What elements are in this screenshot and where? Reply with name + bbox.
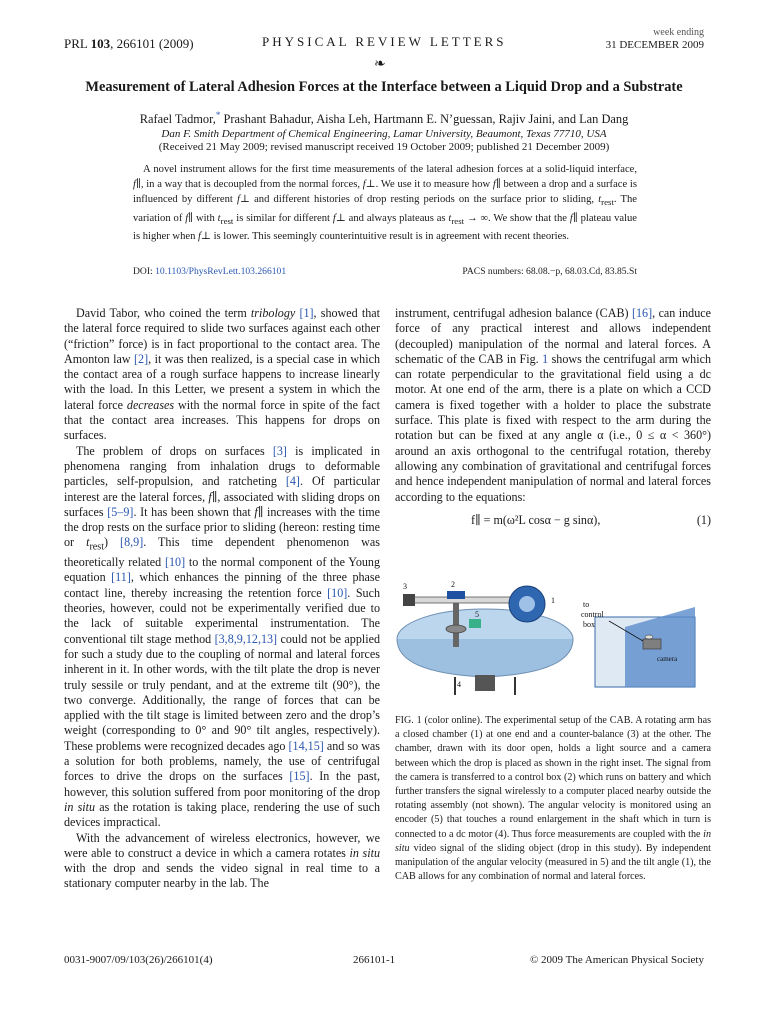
shaft-enlargement <box>446 625 466 633</box>
shaft <box>453 602 459 647</box>
affiliation: Dan F. Smith Department of Chemical Engineering, Lamar University, Beaumont, Texas 77710, USA <box>161 128 607 140</box>
label-4: 4 <box>457 680 461 689</box>
equation-1 <box>395 513 711 528</box>
label-2: 2 <box>451 580 455 589</box>
paragraph: David Tabor, who coined the term tribology [1], showed that the lateral force required to slide two surfaces against each other (“friction” force) is in fact proportional to the contact area. The Amonton law [2], it was then realized, is a special case in which the contact area of a rough surface happens to increase linearly with the load. In this Letter, we present a system in which the lateral force decreases with the normal force in spite of the fact that the contact area increases. This happens for drops on surfaces. <box>64 306 380 443</box>
abstract: A novel instrument allows for the first time measurements of the lateral adhesion forces at a solid-liquid interface, f∥, in a way that is decoupled from the normal forces, f⊥. We use it to measure how f∥ between a drop and a surface is influenced by different f⊥ and different histories of drop resting periods on the surface prior to sliding, $t_{rest}$. The variation of f∥ with $t_{rest}$ is similar for different f⊥ and always plateaus as $t_{rest}$ → ∞. We show that the f∥ plateau value is higher when f⊥ is lower. This seemingly counterintuitive result is in agreement with recent theories. <box>133 164 638 243</box>
label-box: box <box>583 620 595 629</box>
footer-copyright: © 2009 The American Physical Society <box>529 954 704 966</box>
journal-logo-icon: ❧ <box>374 57 386 72</box>
chamber-window <box>519 596 535 612</box>
label-5: 5 <box>475 610 479 619</box>
paragraph: The problem of drops on surfaces [3] is implicated in phenomena ranging from inhalation drugs to deformable particles, self-propulsion, and ratcheting [4]. Of particular interest are the lateral forces, f∥, associated with sliding drops on surfaces [5–9]. It has been shown that f∥ increases with the time the drop rests on the surface prior to sliding (hereon: resting time or $t_{rest}$) [8,9]. This time dependent phenomenon was theoretically related [10] to the normal component of the Young equation [11], which enhances the pinning of the three phase contact line, thereby increasing the retention force [10]. Such theories, however, could not be experimentally verified due to the lack of suitable experimental instrumentation. The conventional tilt stage method [3,8,9,12,13] could not be applied for such a study due to the coupling of normal and lateral forces inherent in it. In other words, with the tilt plate the drop is never truly sessile or truly pendant, and at the extreme tilt (90°), the two converge. Additionally, the range of forces that can be applied with the tilt stage is limited between zero and the drop’s weight (corresponding to 0° and 90° tilt angles, respectively). These problems were recognized decades ago [14,15] and so was a solution for both problems, namely, the use of centrifugal forces to drive the drops on the surfaces [15]. In the past, however, this solution suffered from poor monitoring of the drop in situ as the rotation is taking place, rendering the use of such devices impractical. <box>64 443 381 830</box>
encoder <box>469 619 481 628</box>
week-ending-label: week ending <box>653 27 704 38</box>
citation-link[interactable]: [2] <box>134 351 149 366</box>
journal-reference: PRL 103, 266101 (2009) <box>64 36 194 51</box>
figure-link[interactable]: 1 <box>542 351 549 366</box>
inset-drop <box>645 635 653 639</box>
doi-link[interactable]: 10.1103/PhysRevLett.103.266101 <box>155 266 287 277</box>
label-3: 3 <box>403 582 407 591</box>
received-dates: (Received 21 May 2009; revised manuscript received 19 October 2009; published 21 December 2009) <box>158 141 610 153</box>
issue-date-value: 31 DECEMBER 2009 <box>605 39 704 51</box>
issue-date <box>606 27 704 51</box>
label-camera: camera <box>657 655 678 663</box>
motor-base <box>475 675 495 691</box>
caption-label: FIG. 1 (color online). <box>395 715 483 726</box>
equation-body: f∥ = m(ω²L cosα − g sinα), <box>471 512 601 527</box>
equation-number: (1) <box>696 512 711 527</box>
author-list: Rafael Tadmor,* Prashant Bahadur, Aisha Leh, Hartmann E. N’guessan, Rajiv Jaini, and Lan Dang <box>139 110 629 127</box>
citation-link[interactable]: [10] <box>327 585 348 600</box>
citation-link[interactable]: [5–9] <box>107 504 134 519</box>
left-column <box>64 306 380 892</box>
table-edge <box>397 639 573 677</box>
citation-link[interactable]: [14,15] <box>288 738 324 753</box>
paper-title: Measurement of Lateral Adhesion Forces at the Interface between a Liquid Drop and a Substrate <box>85 79 683 95</box>
label-control: control <box>581 610 604 619</box>
right-column <box>395 306 711 536</box>
paragraph: instrument, centrifugal adhesion balance (CAB) [16], can induce force of any practical interest and allows independent (decoupled) manipulation of the normal and lateral forces. A schematic of the CAB in Fig. 1 shows the centrifugal arm which can rotate perpendicular to the gravitational field using a dc motor. At one end of the arm, there is a plate on which a CCD camera is fixed together with a holder to place the substrate surface. This plate is fixed with respect to the arm during the rotation but can be fixed at any angle α (i.e., 0 ≤ α < 360°) around an axis orthogonal to the centrifugal rotation, thereby allowing any combination of gravitational and centrifugal forces and hence independent manipulation of normal and lateral forces according to the equations: <box>395 306 711 504</box>
inset-camera <box>643 639 661 649</box>
citation-link[interactable]: [15] <box>289 769 310 784</box>
citation-link[interactable]: [3] <box>272 443 287 458</box>
corresponding-author-mark[interactable]: * <box>215 110 221 120</box>
citation-link[interactable]: [10] <box>164 555 186 570</box>
label-to: to <box>583 600 590 609</box>
pacs-numbers: PACS numbers: 68.08.−p, 68.03.Cd, 83.85.St <box>462 266 637 277</box>
doi: DOI: 10.1103/PhysRevLett.103.266101 <box>133 266 287 277</box>
footer-page-number: 266101-1 <box>353 954 396 966</box>
figure-1-cab-setup <box>395 577 711 707</box>
counter-balance <box>403 594 415 606</box>
citation-link[interactable]: [3,8,9,12,13] <box>214 631 278 646</box>
journal-name: PHYSICAL REVIEW LETTERS <box>262 34 507 49</box>
citation-link[interactable]: [11] <box>111 570 131 585</box>
citation-link[interactable]: [16] <box>631 306 653 320</box>
citation-link[interactable]: [8,9] <box>120 535 144 550</box>
paragraph: With the advancement of wireless electronics, however, we were able to construct a device in which a camera rotates in situ with the drop and sends the video signal in real time to a stationary computer nearby in the lab. The <box>64 830 381 891</box>
figure-1-caption: FIG. 1 (color online). The experimental setup of the CAB. A rotating arm has a closed chamber (1) at one end and a counter-balance (3) at the other. The chamber, drawn with its door open, holds a light source and a camera between which the drop is placed as shown in the right inset. The signal from the camera is transferred to a control box (2) which runs on battery and which further transfers the signal wirelessly to a computer placed nearby outside the rotating assembly (not shown). The angular velocity is monitored using an encoder (5) that touches a round enlargement in the shaft which in turn is connected to a dc motor (4). Thus force measurements are coupled with the in situ video signal of the sliding object (drop in this study). By independent manipulation of the angular velocity (measured in 5) and the tilt angle (1), the CAB allows for any combination of normal and lateral forces. <box>395 715 711 883</box>
citation-link[interactable]: [1] <box>299 306 314 320</box>
control-box <box>447 591 465 599</box>
label-1: 1 <box>551 596 555 605</box>
citation-link[interactable]: [4] <box>285 474 300 489</box>
footer-issn: 0031-9007/09/103(26)/266101(4) <box>64 954 213 966</box>
